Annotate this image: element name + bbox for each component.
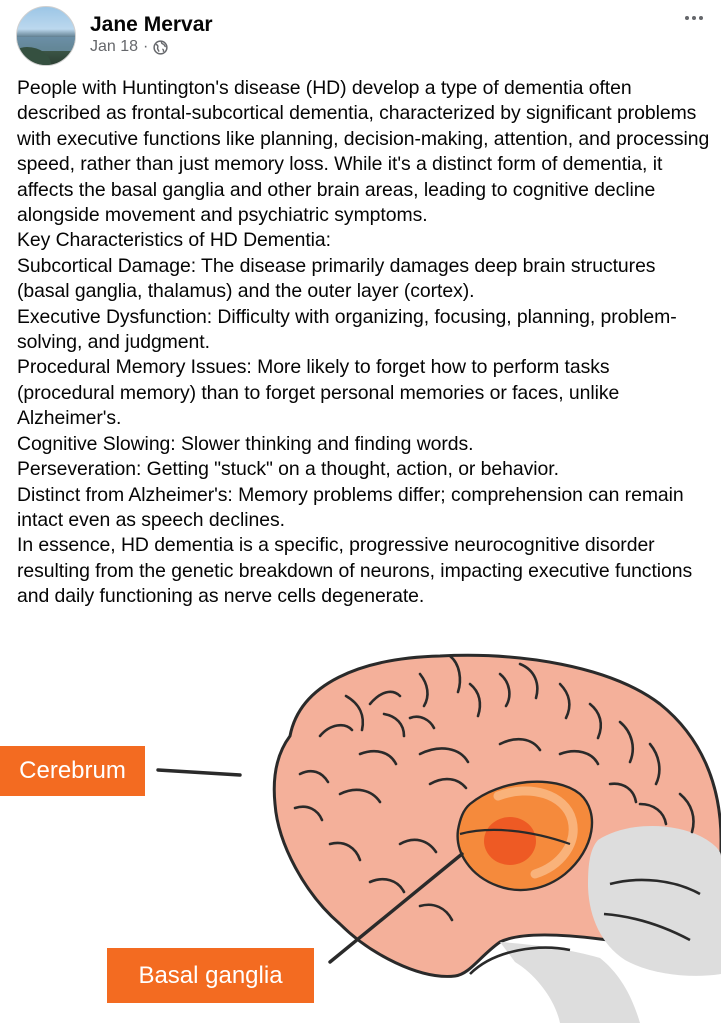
more-options-icon[interactable] bbox=[681, 8, 707, 28]
cerebellum-shape bbox=[588, 826, 721, 976]
post-paragraph: In essence, HD dementia is a specific, progressive neurocognitive disorder resulting from the genetic breakdown of neurons, impacting executive functions and daily functioning as nerve cells degenerate. bbox=[17, 534, 693, 608]
post-paragraph: Executive Dysfunction: Difficulty with organizing, focusing, planning, problem-solving, and judgment. bbox=[17, 305, 677, 354]
author-name[interactable]: Jane Mervar bbox=[90, 13, 213, 36]
post-meta bbox=[90, 37, 168, 57]
avatar[interactable] bbox=[16, 6, 76, 66]
post-date[interactable]: Jan 18 bbox=[90, 38, 139, 55]
post-header bbox=[0, 0, 721, 76]
post-paragraph: Cognitive Slowing: Slower thinking and finding words. bbox=[17, 432, 474, 455]
globe-icon bbox=[153, 40, 168, 55]
post-paragraph: Subcortical Damage: The disease primarily damages deep brain structures (basal ganglia, thalamus) and the outer layer (cortex). bbox=[17, 254, 656, 303]
basal-ganglia-core bbox=[484, 817, 536, 865]
post-image[interactable] bbox=[0, 644, 721, 1023]
post-paragraph: Perseveration: Getting "stuck" on a thought, action, or behavior. bbox=[17, 458, 559, 481]
post-paragraph: Key Characteristics of HD Dementia: bbox=[17, 229, 331, 252]
cerebrum-label: Cerebrum bbox=[0, 746, 145, 796]
basal-ganglia-label: Basal ganglia bbox=[107, 948, 314, 1003]
post-paragraph: People with Huntington's disease (HD) develop a type of dementia often described as frontal-subcortical dementia, characterized by significant problems with executive functions like planning, decision-making, attention, and processing speed, rather than just memory loss. While it's a distinct form of dementia, it affects the basal ganglia and other brain areas, leading to cognitive decline alongside movement and psychiatric symptoms. bbox=[17, 77, 710, 227]
post-paragraph: Distinct from Alzheimer's: Memory problems differ; comprehension can remain intact even as speech declines. bbox=[17, 483, 684, 531]
post-body bbox=[17, 76, 712, 610]
cerebrum-pointer bbox=[158, 770, 240, 775]
meta-separator: · bbox=[143, 38, 149, 55]
post-paragraph: Procedural Memory Issues: More likely to forget how to perform tasks (procedural memory) than to forget personal memories or faces, unlike Alzheimer's. bbox=[17, 356, 620, 430]
